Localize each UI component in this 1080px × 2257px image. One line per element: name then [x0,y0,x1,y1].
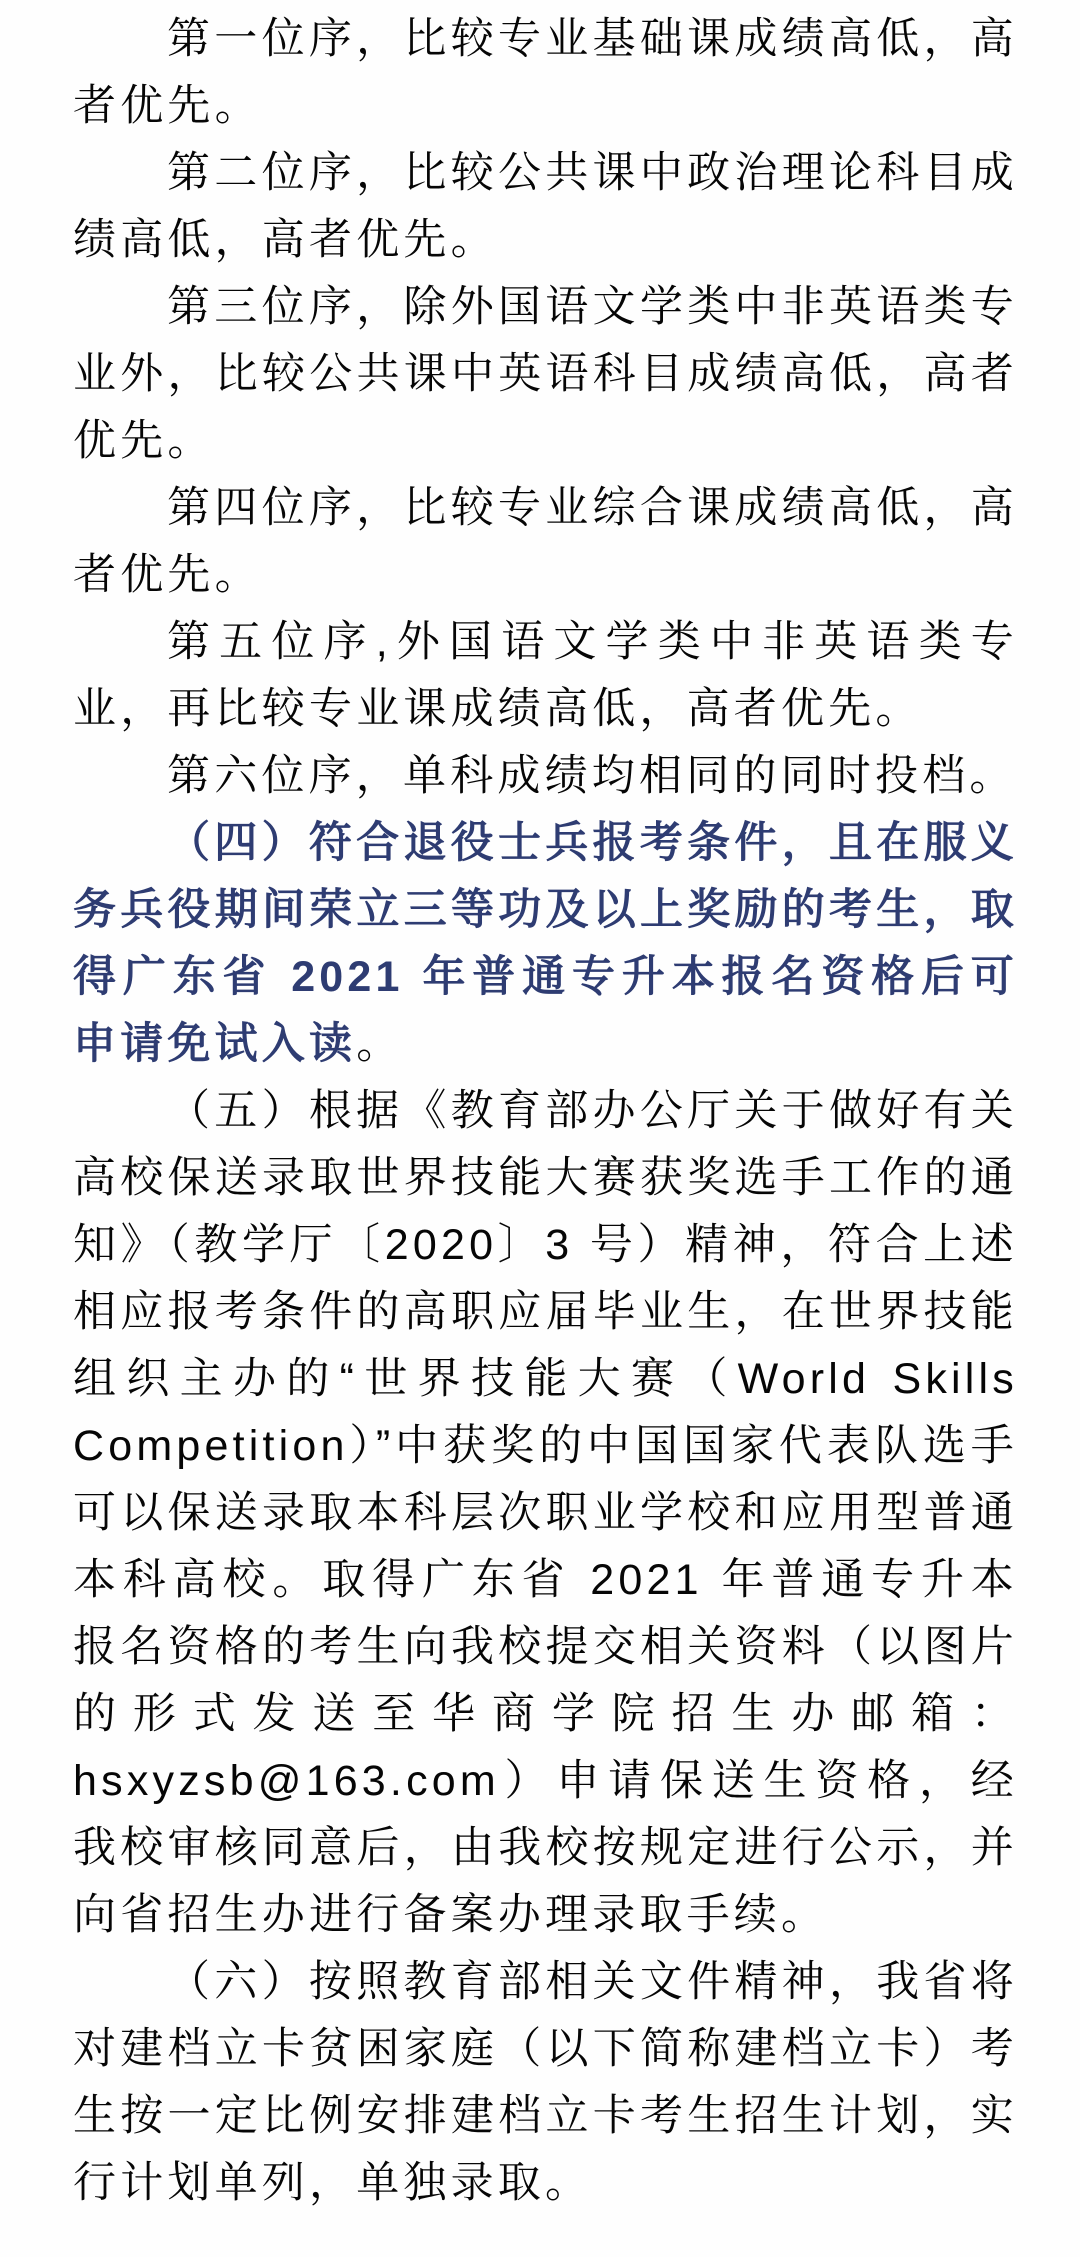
paragraph-item-5-worldskills-segment-0: （五）根据《教育部办公厅关于做好有关高校保送录取世界技能大赛获奖选手工作的通知》（教学厅〔2020〕3 号）精神，符合上述相应报考条件的高职应届毕业生，在世界技能组织主办的“世界技能大赛（World Skills Competition）”中获奖的中国国家代表队选手可以保送录取本科层次职业学校和应用型普通本科高校。取得广东省 2021 年普通专升本报名资格的考生向我校提交相关资料（以图片的形式发送至华商学院招生办邮箱：hsxyzsb@163.com）申请保送生资格，经我校审核同意后，由我校按规定进行公示，并向省招生办进行备案办理录取手续。 [73,1087,1018,1939]
paragraph-rank-2-segment-0: 第二位序，比较公共课中政治理论科目成绩高低，高者优先。 [73,149,1018,264]
paragraph-rank-2 [73,140,1018,274]
paragraph-rank-6 [73,743,1018,810]
paragraph-rank-5-segment-0: 第五位序,外国语文学类中非英语类专业，再比较专业课成绩高低，高者优先。 [73,618,1018,733]
paragraph-rank-3-segment-0: 第三位序，除外国语文学类中非英语类专业外，比较公共课中英语科目成绩高低，高者优先。 [73,283,1018,465]
paragraph-rank-4 [73,475,1018,609]
paragraph-item-5-worldskills [73,1078,1018,1949]
paragraph-rank-6-segment-0: 第六位序，单科成绩均相同的同时投档。 [167,752,1017,800]
paragraph-rank-1 [73,6,1018,140]
paragraph-item-4-veterans-segment-0: （四）符合退役士兵报考条件，且在服义务兵役期间荣立三等功及以上奖励的考生，取得广东省 2021 年普通专升本报名资格后可申请免试入读 [73,819,1018,1068]
paragraph-rank-1-segment-0: 第一位序，比较专业基础课成绩高低，高者优先。 [73,15,1018,130]
paragraph-item-6-poverty-archive-segment-0: （六）按照教育部相关文件精神，我省将对建档立卡贫困家庭（以下简称建档立卡）考生按一定比例安排建档立卡考生招生计划，实行计划单列，单独录取。 [73,1958,1018,2207]
paragraph-item-6-poverty-archive [73,1949,1018,2217]
paragraph-rank-3 [73,274,1018,475]
paragraph-item-4-veterans-segment-1: 。 [356,1020,404,1068]
paragraph-rank-5 [73,609,1018,743]
paragraph-item-4-veterans [73,810,1018,1078]
paragraph-rank-4-segment-0: 第四位序，比较专业综合课成绩高低，高者优先。 [73,484,1018,599]
document-body [73,6,1018,2217]
